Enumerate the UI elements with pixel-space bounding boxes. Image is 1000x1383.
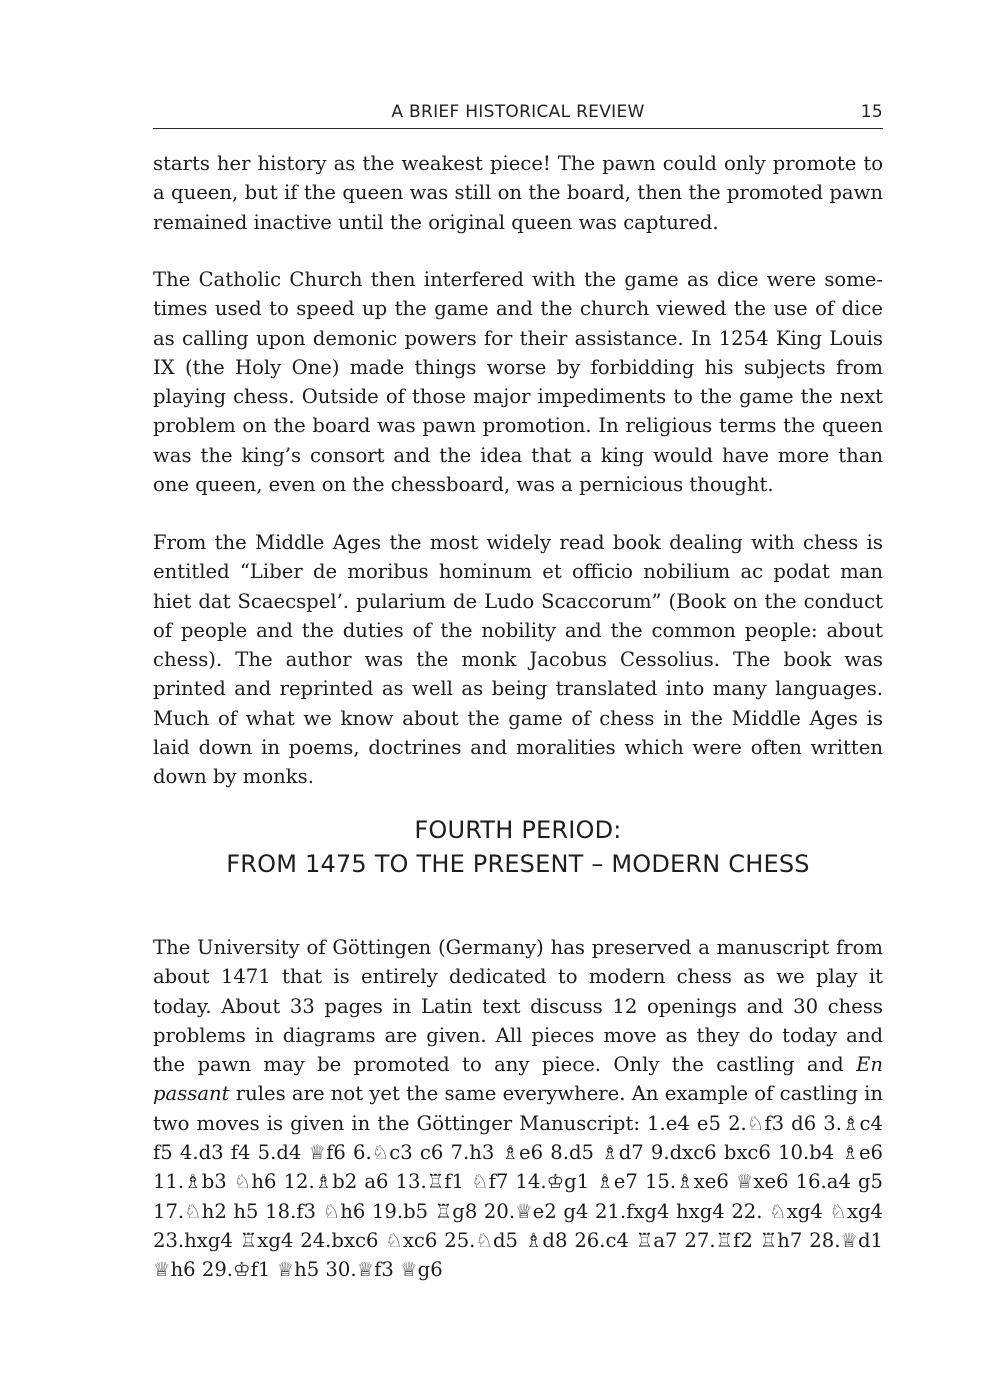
paragraph-2-text: The Catholic Church then interfered with the game as dice were sometimes used to speed up the game and the church viewed the use of dice as calling upon demonic powers for their assistance. In 1254 King Louis IX (the Holy One) made things worse by forbidding his subjects from playing chess. Outside of those major impediments to the game the next problem on the board was pawn promotion. In religious terms the queen was the king’s consort and the idea that a king would have more than one queen, even on the chessboard, was a pernicious thought. [153, 268, 883, 497]
paragraph-3-text: From the Middle Ages the most widely read book dealing with chess is entitled “Liber de moribus hominum et officio nobilium ac podat man hiet dat Scaecspel’. pularium de Ludo Scaccorum” (Book on the conduct of people and the duties of the nobility and the common people: about chess). The author was the monk Jacobus Cessolius. The book was printed and reprinted as well as being translated into many languages. Much of what we know about the game of chess in the Middle Ages is laid down in poems, doctrines and moralities which were often written down by monks. [153, 531, 883, 789]
running-head [153, 100, 883, 129]
paragraph-4-continuation: rules are not yet the same everywhere. An example of castling in two moves is given in the Göttinger Manuscript: [153, 1082, 883, 1135]
section-heading-line-1: FOURTH PERIOD: [414, 816, 622, 844]
en-passant-term: En passant [153, 1053, 883, 1106]
section-heading-line-2: FROM 1475 TO THE PRESENT – MODERN CHESS [226, 850, 810, 878]
paragraph-2 [153, 265, 883, 499]
paragraph-4-intro: The University of Göttingen (Germany) has preserved a manuscript from about 1471 that is entirely dedicated to modern chess as we play it today. About 33 pages in Latin text discuss 12 openings and 30 chess problems in diagrams are given. All pieces move as they do today and the pawn may be promoted to any piece. Only the castling and [153, 936, 883, 1077]
paragraph-1-text: starts her history as the weakest piece! The pawn could only promote to a queen, but if the queen was still on the board, then the promoted pawn remained inactive until the original queen was captured. [153, 152, 883, 234]
paragraph-1 [153, 149, 883, 237]
paragraph-4 [153, 933, 883, 1285]
paragraph-4-text [153, 933, 883, 1285]
page-number: 15 [860, 102, 883, 122]
game-moves: 1.e4 e5 2.♘f3 d6 3.♗c4 f5 4.d3 f4 5.d4 ♕f6 6.♘c3 c6 7.h3 ♗e6 8.d5 ♗d7 9.dxc6 bxc6 10.b4 ♗e6 11.♗b3 ♘h6 12.♗b2 a6 13.♖f1 ♘f7 14.♔g1 ♗e7 15.♗xe6 ♕xe6 16.a4 g5 17.♘h2 h5 18.f3 ♘h6 19.b5 ♖g8 20.♕e2 g4 21.fxg4 hxg4 22. ♘xg4 ♘xg4 23.hxg4 ♖xg4 24.bxc6 ♘xc6 25.♘d5 ♗d8 26.c4 ♖a7 27.♖f2 ♖h7 28.♕d1 ♕h6 29.♔f1 ♕h5 30.♕f3 ♕g6 [153, 1111, 883, 1282]
section-heading [153, 813, 883, 881]
paragraph-3 [153, 528, 883, 792]
running-title: A BRIEF HISTORICAL REVIEW [391, 102, 645, 122]
